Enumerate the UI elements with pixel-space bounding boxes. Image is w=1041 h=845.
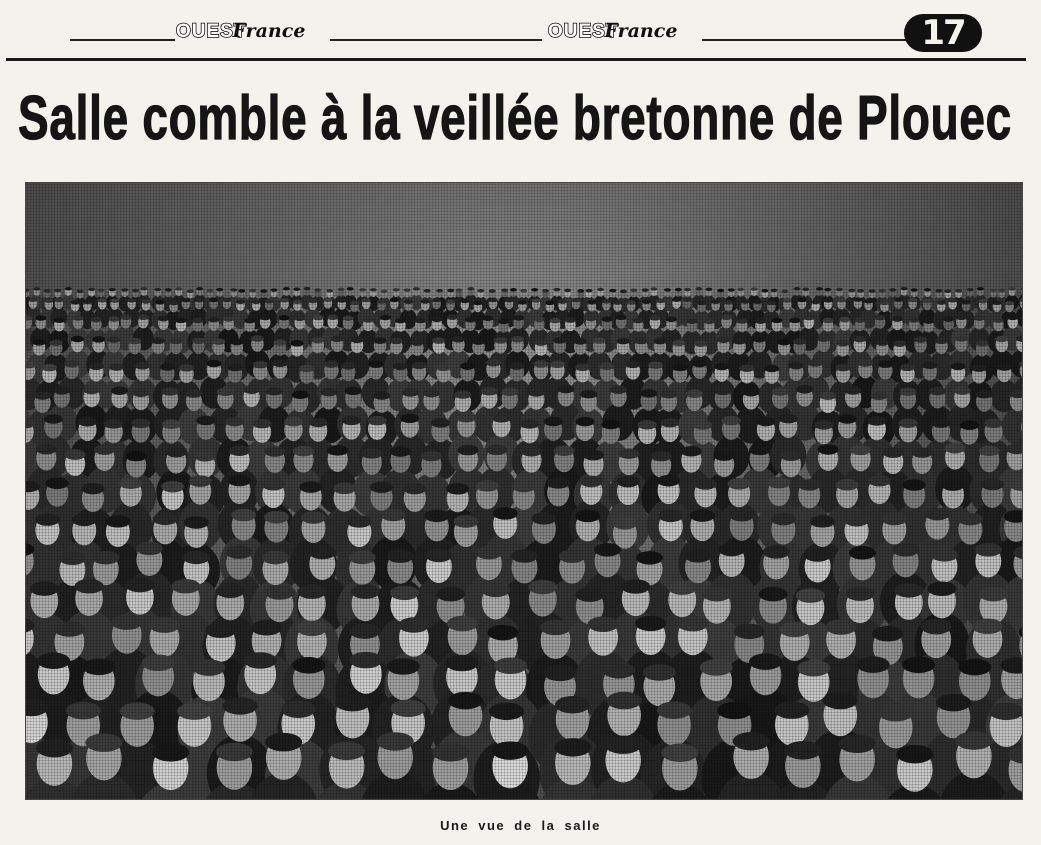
logo-left bbox=[176, 20, 305, 48]
masthead-rule-left bbox=[70, 39, 175, 41]
crowd-photo bbox=[25, 182, 1023, 800]
masthead-rule-right bbox=[702, 39, 906, 41]
logo-ouest: OUEST bbox=[176, 21, 247, 42]
logo-france: France bbox=[232, 20, 306, 42]
logo-france: France bbox=[604, 20, 678, 42]
masthead-underline bbox=[6, 58, 1026, 61]
masthead-rule-middle bbox=[330, 39, 542, 41]
headline-text: Salle comble à la veillée bretonne de Plouec bbox=[18, 83, 1012, 153]
headline bbox=[18, 78, 1028, 158]
masthead bbox=[0, 0, 1041, 70]
logo-center bbox=[548, 20, 677, 48]
logo-ouest: OUEST bbox=[548, 21, 619, 42]
halftone-screen bbox=[26, 183, 1022, 799]
page-number-badge: 17 bbox=[904, 14, 982, 52]
photo-caption: Une vue de la salle bbox=[440, 818, 601, 833]
